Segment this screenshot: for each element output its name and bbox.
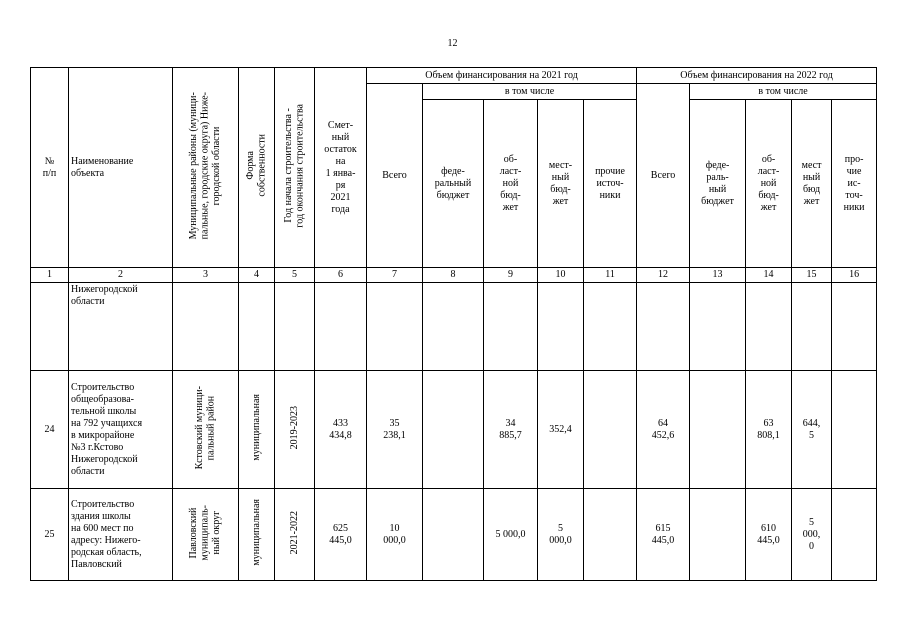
header-local-2022: мест ный бюд жет xyxy=(792,100,832,268)
colnum: 15 xyxy=(792,268,832,283)
column-numbers-row xyxy=(31,268,877,283)
cell-ownership xyxy=(239,489,275,581)
header-fin-2022: Объем финансирования на 2022 год xyxy=(637,68,877,84)
cell-total-2022 xyxy=(637,283,690,371)
header-including-2022: в том числе xyxy=(690,84,877,100)
cell-remainder: 433 434,8 xyxy=(315,371,367,489)
cell-regional-2022: 63 808,1 xyxy=(746,371,792,489)
cell-district xyxy=(173,283,239,371)
header-regional-2022: об- ласт- ной бюд- жет xyxy=(746,100,792,268)
cell-years-text: 2019-2023 xyxy=(288,405,300,450)
cell-district xyxy=(173,371,239,489)
header-years xyxy=(275,68,315,268)
cell-district-text: Кстовский муници- пальный район xyxy=(194,385,217,470)
cell-years xyxy=(275,489,315,581)
cell-name: Строительство общеобразова- тельной школы на 792 учащихся в микрорайоне №3 г.Кстово Нижегородской области xyxy=(69,371,173,489)
colnum: 1 xyxy=(31,268,69,283)
cell-local-2022: 644, 5 xyxy=(792,371,832,489)
cell-no: 24 xyxy=(31,371,69,489)
header-other-2022: про- чие ис- точ- ники xyxy=(832,100,877,268)
page-number: 12 xyxy=(447,38,458,49)
header-fin-2021: Объем финансирования на 2021 год xyxy=(367,68,637,84)
cell-other-2022 xyxy=(832,489,877,581)
header-district xyxy=(173,68,239,268)
colnum: 4 xyxy=(239,268,275,283)
cell-federal-2021 xyxy=(423,283,484,371)
header-regional-2021: об- ласт- ной бюд- жет xyxy=(484,100,538,268)
cell-federal-2021 xyxy=(423,489,484,581)
cell-local-2021: 5 000,0 xyxy=(538,489,584,581)
header-no: № п/п xyxy=(31,68,69,268)
colnum: 13 xyxy=(690,268,746,283)
financing-table xyxy=(30,67,877,581)
cell-ownership-text: муниципальная xyxy=(250,394,262,461)
cell-other-2021 xyxy=(584,371,637,489)
colnum: 12 xyxy=(637,268,690,283)
colnum: 10 xyxy=(538,268,584,283)
cell-regional-2022 xyxy=(746,283,792,371)
header-federal-2021: феде- ральный бюджет xyxy=(423,100,484,268)
header-district-text: Муниципальные районы (муници- пальные, городские округа) Ниже- городской области xyxy=(188,91,223,240)
colnum: 9 xyxy=(484,268,538,283)
cell-years xyxy=(275,283,315,371)
cell-regional-2021: 34 885,7 xyxy=(484,371,538,489)
cell-total-2021: 35 238,1 xyxy=(367,371,423,489)
cell-remainder xyxy=(315,283,367,371)
colnum: 8 xyxy=(423,268,484,283)
cell-other-2022 xyxy=(832,371,877,489)
cell-other-2022 xyxy=(832,283,877,371)
header-name: Наименование объекта xyxy=(69,68,173,268)
header-including-2021: в том числе xyxy=(423,84,637,100)
table-row xyxy=(31,283,877,371)
cell-federal-2022 xyxy=(690,371,746,489)
colnum: 6 xyxy=(315,268,367,283)
cell-other-2021 xyxy=(584,283,637,371)
cell-local-2021 xyxy=(538,283,584,371)
cell-other-2021 xyxy=(584,489,637,581)
colnum: 11 xyxy=(584,268,637,283)
header-ownership xyxy=(239,68,275,268)
cell-ownership xyxy=(239,371,275,489)
colnum: 14 xyxy=(746,268,792,283)
header-row-1 xyxy=(31,68,877,84)
cell-local-2022: 5 000, 0 xyxy=(792,489,832,581)
cell-federal-2021 xyxy=(423,371,484,489)
cell-federal-2022 xyxy=(690,283,746,371)
cell-ownership xyxy=(239,283,275,371)
header-years-text: Год начала строительства - год окончания строительства xyxy=(283,103,306,228)
cell-regional-2021: 5 000,0 xyxy=(484,489,538,581)
cell-regional-2021 xyxy=(484,283,538,371)
header-ownership-text: Форма собственности xyxy=(245,134,268,197)
header-local-2021: мест- ный бюд- жет xyxy=(538,100,584,268)
cell-total-2021: 10 000,0 xyxy=(367,489,423,581)
colnum: 16 xyxy=(832,268,877,283)
cell-ownership-text: муниципальная xyxy=(250,499,262,566)
cell-remainder: 625 445,0 xyxy=(315,489,367,581)
header-federal-2022: феде- раль- ный бюджет xyxy=(690,100,746,268)
table-row xyxy=(31,371,877,489)
header-other-2021: прочие источ- ники xyxy=(584,100,637,268)
cell-years xyxy=(275,371,315,489)
cell-local-2022 xyxy=(792,283,832,371)
cell-years-text: 2021-2022 xyxy=(288,510,300,555)
table-row xyxy=(31,489,877,581)
header-total-2022: Всего xyxy=(637,84,690,268)
header-remainder: Смет- ный остаток на 1 янва- ря 2021 года xyxy=(315,68,367,268)
cell-total-2022: 64 452,6 xyxy=(637,371,690,489)
colnum: 7 xyxy=(367,268,423,283)
colnum: 5 xyxy=(275,268,315,283)
cell-total-2022: 615 445,0 xyxy=(637,489,690,581)
cell-district xyxy=(173,489,239,581)
colnum: 2 xyxy=(69,268,173,283)
cell-no: 25 xyxy=(31,489,69,581)
colnum: 3 xyxy=(173,268,239,283)
cell-total-2021 xyxy=(367,283,423,371)
cell-regional-2022: 610 445,0 xyxy=(746,489,792,581)
cell-district-text: Павловский муниципаль- ный округ xyxy=(188,504,223,561)
cell-local-2021: 352,4 xyxy=(538,371,584,489)
cell-name: Нижегородской области xyxy=(69,283,173,371)
cell-no xyxy=(31,283,69,371)
header-total-2021: Всего xyxy=(367,84,423,268)
cell-federal-2022 xyxy=(690,489,746,581)
cell-name: Строительство здания школы на 600 мест по адресу: Нижего- родская область, Павловский xyxy=(69,489,173,581)
